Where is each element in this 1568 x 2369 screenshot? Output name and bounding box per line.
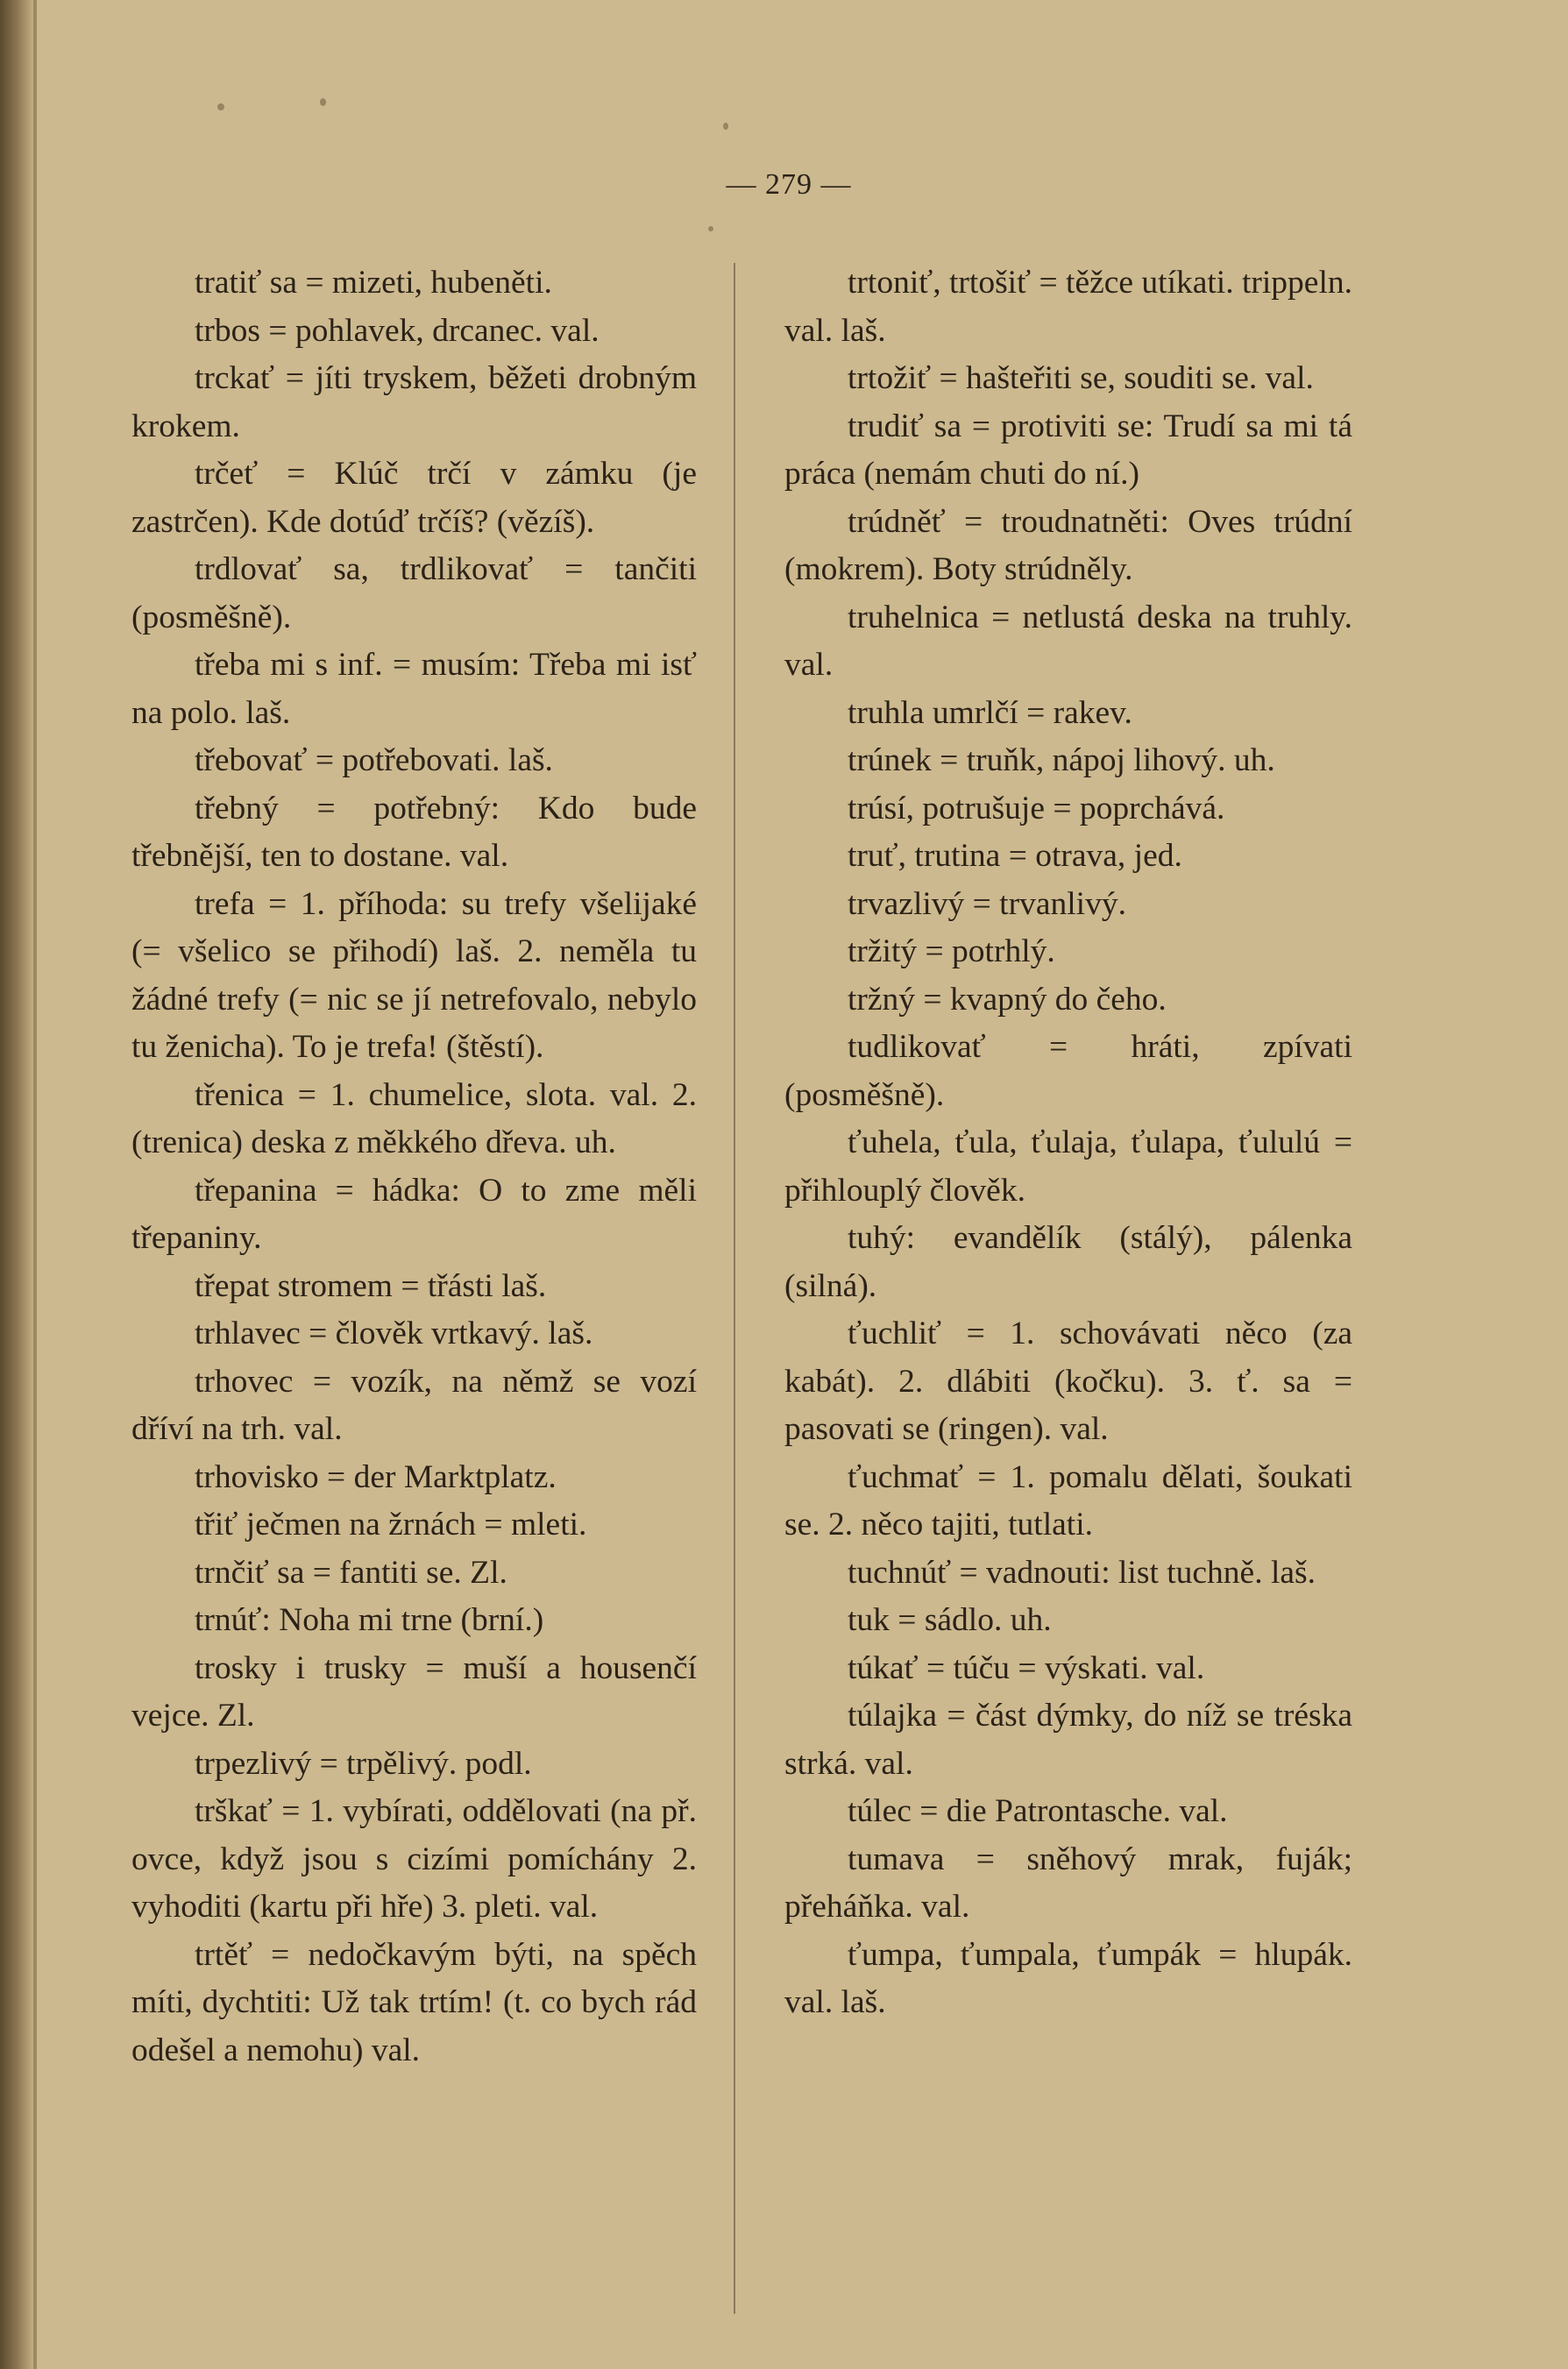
dictionary-entry: třepat stromem = třásti laš. xyxy=(195,1267,547,1304)
page-gutter xyxy=(33,0,37,2369)
dictionary-entry: truť, trutina = otrava, jed. xyxy=(848,838,1182,874)
column-divider xyxy=(734,263,735,2314)
dictionary-entry: třeba mi s inf. = musím: Třeba mi isť na polo. laš. xyxy=(131,647,697,731)
dictionary-entry: trckať = jíti tryskem, běžeti drobným krokem. xyxy=(131,360,697,444)
dictionary-entry: tuhý: evandělík (stálý), pálenka (silná). xyxy=(784,1220,1352,1304)
dictionary-entry: trbos = pohlavek, drcanec. val. xyxy=(195,312,600,349)
dictionary-entry: trudiť sa = protiviti se: Trudí sa mi tá práca (nemám chuti do ní.) xyxy=(784,408,1352,492)
dictionary-entry: trvazlivý = trvanlivý. xyxy=(848,885,1126,922)
dictionary-entry: ťuhela, ťula, ťulaja, ťulapa, ťululú = přihlouplý člověk. xyxy=(784,1124,1352,1209)
paper-speck xyxy=(320,98,326,106)
dictionary-entry: trtožiť = hašteřiti se, souditi se. val. xyxy=(848,360,1314,396)
dictionary-entry: túlec = die Patrontasche. val. xyxy=(848,1793,1228,1829)
book-binding-shadow xyxy=(0,0,33,2369)
dictionary-entry: ťumpa, ťumpala, ťumpák = hlupák. val. laš. xyxy=(784,1936,1352,2020)
dictionary-entry: tratiť sa = mizeti, hubeněti. xyxy=(195,265,552,301)
dictionary-column-left xyxy=(131,259,697,2075)
dictionary-entry: truhelnica = netlustá deska na truhly. val. xyxy=(784,599,1352,683)
dictionary-entry: trtoniť, trtošiť = těžce utíkati. trippeln. val. laš. xyxy=(784,265,1352,349)
dictionary-entry: tuchnúť = vadnouti: list tuchně. laš. xyxy=(848,1554,1316,1591)
dictionary-entry: tumava = sněhový mrak, fuják; přeháňka. val. xyxy=(784,1841,1352,1925)
dictionary-entry: trúsí, potrušuje = poprchává. xyxy=(848,790,1225,826)
paper-speck xyxy=(708,226,713,231)
dictionary-entry: trpezlivý = trpělivý. podl. xyxy=(195,1745,532,1782)
dictionary-entry: trtěť = nedočkavým býti, na spěch míti, dychtiti: Už tak trtím! (t. co bych rád odešel a nemohu) val. xyxy=(131,1936,697,2068)
dictionary-entry: truhla umrlčí = rakev. xyxy=(848,694,1132,731)
page-number: — 279 — xyxy=(726,168,852,201)
dictionary-entry: trhovisko = der Marktplatz. xyxy=(195,1458,557,1495)
dictionary-entry: trhovec = vozík, na němž se vozí dříví na trh. val. xyxy=(131,1363,697,1447)
paper-speck xyxy=(217,103,224,110)
dictionary-entry: třepanina = hádka: O to zme měli třepaniny. xyxy=(131,1172,697,1256)
dictionary-entry: třebný = potřebný: Kdo bude třebnější, ten to dostane. val. xyxy=(131,790,697,874)
dictionary-entry: tudlikovať = hráti, zpívati (posměšně). xyxy=(784,1029,1352,1113)
dictionary-entry: ťuchmať = 1. pomalu dělati, šoukati se. 2. něco tajiti, tutlati. xyxy=(784,1458,1352,1543)
dictionary-entry: trhlavec = člověk vrtkavý. laš. xyxy=(195,1316,593,1351)
dictionary-entry: trúnek = truňk, nápoj lihový. uh. xyxy=(848,742,1275,778)
dictionary-entry: trnčiť sa = fantiti se. Zl. xyxy=(195,1554,507,1591)
dictionary-entry: trčeť = Klúč trčí v zámku (je zastrčen). Kde dotúď trčíš? (vězíš). xyxy=(131,456,697,540)
dictionary-entry: trúdněť = troudnatněti: Oves trúdní (mokrem). Boty strúdněly. xyxy=(784,503,1352,587)
dictionary-entry: třiť ječmen na žrnách = mleti. xyxy=(195,1507,587,1543)
dictionary-entry: tržitý = potrhlý. xyxy=(848,933,1055,969)
dictionary-entry: trdlovať sa, trdlikovať = tančiti (posměšně). xyxy=(131,551,697,635)
dictionary-entry: třebovať = potřebovati. laš. xyxy=(195,742,553,778)
dictionary-entry: trosky i trusky = muší a housenčí vejce. Zl. xyxy=(131,1649,697,1734)
dictionary-entry: túkať = túču = výskati. val. xyxy=(848,1649,1205,1686)
dictionary-entry: trnúť: Noha mi trne (brní.) xyxy=(195,1602,544,1638)
dictionary-entry: třenica = 1. chumelice, slota. val. 2. (trenica) deska z měkkého dřeva. uh. xyxy=(131,1076,697,1160)
dictionary-entry: ťuchliť = 1. schovávati něco (za kabát). 2. dlábiti (kočku). 3. ť. sa = pasovati se (ringen). val. xyxy=(784,1316,1352,1447)
dictionary-entry: túlajka = část dýmky, do níž se tréska strká. val. xyxy=(784,1698,1352,1782)
dictionary-column-right xyxy=(784,259,1352,2027)
dictionary-entry: trškať = 1. vybírati, oddělovati (na př. ovce, když jsou s cizími pomíchány 2. vyhoditi (kartu při hře) 3. pleti. val. xyxy=(131,1793,697,1925)
dictionary-entry: tržný = kvapný do čeho. xyxy=(848,981,1167,1018)
dictionary-entry: tuk = sádlo. uh. xyxy=(848,1602,1052,1638)
paper-speck xyxy=(723,123,728,130)
dictionary-entry: trefa = 1. příhoda: su trefy všelijaké (= všelico se přihodí) laš. 2. neměla tu žádné trefy (= nic se jí netrefovalo, nebylo tu ženicha). To je trefa! (štěstí). xyxy=(131,885,697,1065)
